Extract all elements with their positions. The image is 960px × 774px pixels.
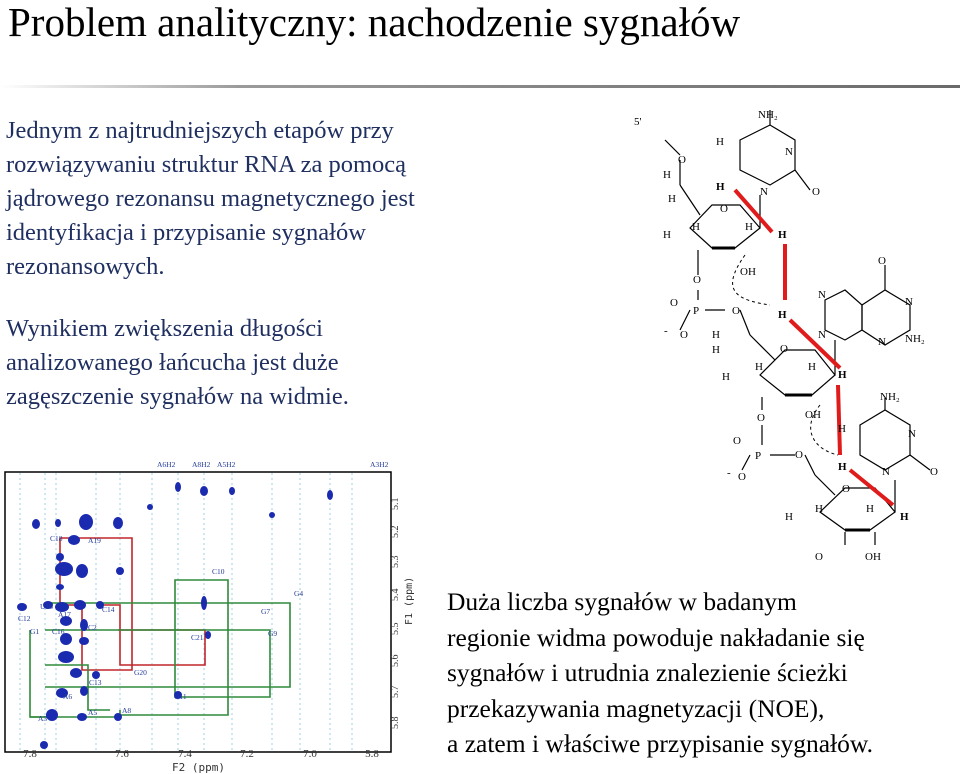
h-label: H xyxy=(900,511,909,523)
peak-label-a5h2: A5H2 xyxy=(217,460,236,469)
text-line: Duża liczba sygnałów w badanym xyxy=(447,587,797,616)
text-line: sygnałów i utrudnia znalezienie ścieżki xyxy=(447,658,848,687)
text-line: identyfikacja i przypisanie sygnałów xyxy=(6,219,366,246)
text-line: analizowanego łańcucha jest duże xyxy=(6,349,339,376)
n-label: N xyxy=(818,289,826,301)
x-tick: 7.8 xyxy=(23,748,37,760)
peak xyxy=(46,709,58,721)
minus-sign: - xyxy=(727,467,731,479)
peak xyxy=(40,741,48,749)
peak xyxy=(80,686,88,696)
peak xyxy=(55,519,61,527)
peak-label: G7 xyxy=(261,607,271,616)
peak xyxy=(175,482,181,492)
peak xyxy=(56,584,64,590)
peak-label: C16 xyxy=(52,627,65,636)
h-label: H xyxy=(663,229,671,241)
peak-label: G1 xyxy=(30,627,40,636)
p-label: P xyxy=(693,305,700,317)
o-label: O xyxy=(815,551,823,562)
peak-label: C14 xyxy=(102,605,115,614)
peak-label: A19 xyxy=(88,536,101,545)
h-label: H xyxy=(712,329,720,341)
peak xyxy=(74,600,86,610)
h-label: H xyxy=(866,503,874,515)
o-label: O xyxy=(680,329,688,341)
n-label: N xyxy=(878,336,886,348)
o-label: O xyxy=(930,466,938,478)
peak-label: G20 xyxy=(134,668,147,677)
h-label: H xyxy=(838,423,846,435)
o-label: O xyxy=(678,154,686,166)
peak xyxy=(327,490,333,500)
peak xyxy=(147,504,153,510)
peak-label: A17 xyxy=(58,610,71,619)
h-label: H xyxy=(838,369,847,381)
h-label: H xyxy=(778,309,787,321)
h-label: H xyxy=(785,511,793,523)
noesy-spectrum xyxy=(0,455,420,774)
peak xyxy=(79,514,93,530)
peak-label: A3 xyxy=(38,714,48,723)
peak-label-a3h2: A3H2 xyxy=(370,460,389,469)
five-prime-label: 5' xyxy=(634,116,642,128)
h-label: H xyxy=(778,229,787,241)
peak-label: A5 xyxy=(88,708,98,717)
peak xyxy=(17,603,27,611)
text-line: jądrowego rezonansu magnetycznego jest xyxy=(6,185,415,212)
amine-label: NH₂ xyxy=(758,109,778,121)
text-line: rezonansowych. xyxy=(6,253,165,280)
o-label: O xyxy=(757,412,765,424)
peak xyxy=(201,596,207,610)
peak xyxy=(70,668,82,678)
y-tick: 5.7 xyxy=(390,685,401,698)
peak-label: A8 xyxy=(122,706,132,715)
y-tick: 5.3 xyxy=(390,555,401,568)
paragraph-rna-structures xyxy=(6,114,546,284)
peak xyxy=(79,637,89,645)
peak xyxy=(76,564,88,578)
text-line: Jednym z najtrudniejszych etapów przy xyxy=(6,117,394,144)
h-label: H xyxy=(668,193,676,205)
o-label: O xyxy=(878,255,886,267)
x-tick: 7.0 xyxy=(303,748,317,760)
peak xyxy=(68,535,80,545)
text-line: Wynikiem zwiększenia długości xyxy=(6,315,323,342)
h-label: H xyxy=(815,503,823,515)
hydroxyl-label: OH xyxy=(805,409,821,421)
y-tick: 5.6 xyxy=(390,654,401,667)
x-tick: 7.2 xyxy=(240,748,254,760)
p-label: P xyxy=(755,450,762,462)
n-label: N xyxy=(905,296,913,308)
h-label: H xyxy=(716,136,724,148)
o-label: O xyxy=(812,186,820,198)
h-label: H xyxy=(808,361,816,373)
o-label: O xyxy=(732,305,740,317)
h-label: H xyxy=(716,181,725,193)
h-label: H xyxy=(692,221,700,233)
peak xyxy=(229,487,235,495)
peak xyxy=(205,631,211,639)
y-tick: 5.2 xyxy=(390,525,401,538)
o-label: O xyxy=(670,297,678,309)
x-tick: 5.8 xyxy=(365,748,379,760)
peak-label: C12 xyxy=(18,614,31,623)
peak xyxy=(113,517,123,529)
o-label: O xyxy=(693,274,701,286)
h-label: H xyxy=(663,169,671,181)
text-line: zagęszczenie sygnałów na widmie. xyxy=(6,383,349,410)
peak xyxy=(55,562,73,576)
rna-structure xyxy=(620,100,960,562)
peak-label: U16 xyxy=(40,602,53,611)
h-label: H xyxy=(722,371,730,383)
peak xyxy=(269,512,275,518)
hydroxyl-label: OH xyxy=(865,551,881,562)
peak-label: C21 xyxy=(191,633,204,642)
y-tick: 5.5 xyxy=(390,622,401,635)
peak xyxy=(56,553,64,561)
slide-title: Problem analityczny: nachodzenie sygnałów xyxy=(8,0,741,45)
top-labels xyxy=(157,460,389,469)
peak xyxy=(114,713,122,721)
h-label: H xyxy=(745,221,753,233)
peak xyxy=(32,519,40,529)
o-label: O xyxy=(738,471,746,483)
text-line: przekazywania magnetyzacji (NOE), xyxy=(447,693,825,723)
o-label: O xyxy=(842,483,850,495)
peak-label: G9 xyxy=(268,629,278,638)
peak-label: C10 xyxy=(212,567,225,576)
y-tick: 5.1 xyxy=(390,497,401,510)
peak-label: C18 xyxy=(50,534,63,543)
title-underline xyxy=(0,84,960,90)
y-tick: 5.8 xyxy=(390,716,401,729)
peak xyxy=(77,713,87,721)
o-label: O xyxy=(720,203,728,215)
text-line: rozwiązywaniu struktur RNA za pomocą xyxy=(6,151,407,178)
n-label: N xyxy=(908,428,916,440)
y-axis-label: F1 (ppm) xyxy=(404,576,415,625)
peak-label: G4 xyxy=(294,589,304,598)
n-label: N xyxy=(882,466,890,478)
peak-label: A6 xyxy=(63,692,73,701)
peak-label: C2 xyxy=(88,623,97,632)
o-label: O xyxy=(795,449,803,461)
hydroxyl-label: OH xyxy=(740,266,756,278)
h-label: H xyxy=(712,344,720,356)
h-label: H xyxy=(755,361,763,373)
peak xyxy=(58,651,74,663)
peak-label: G11 xyxy=(174,692,187,701)
peak xyxy=(116,567,124,575)
text-line: a zatem i właściwe przypisanie sygnałów. xyxy=(447,729,874,758)
y-tick: 5.4 xyxy=(390,588,401,601)
peak xyxy=(200,486,208,496)
amine-label: NH₂ xyxy=(880,391,900,403)
peak-label: C13 xyxy=(89,678,102,687)
x-tick: 7.6 xyxy=(115,748,129,760)
amine-label: NH₂ xyxy=(905,333,925,345)
h-label: H xyxy=(838,461,847,473)
minus-sign: - xyxy=(664,325,668,337)
o-label: O xyxy=(733,435,741,447)
x-axis-label: F2 (ppm) xyxy=(172,761,225,774)
n-label: N xyxy=(818,329,826,341)
o-label: O xyxy=(780,343,788,355)
peak-label-a6h2: A6H2 xyxy=(157,460,176,469)
peak-label-a8h2: A8H2 xyxy=(192,460,211,469)
n-label: N xyxy=(785,146,793,158)
n-label: N xyxy=(760,186,768,198)
peak xyxy=(80,619,88,631)
paragraph-chain-length xyxy=(6,312,546,414)
paragraph-signal-overlap xyxy=(447,584,957,762)
x-tick: 7.4 xyxy=(178,748,192,760)
text-line: regionie widma powoduje nakładanie się xyxy=(447,622,865,652)
